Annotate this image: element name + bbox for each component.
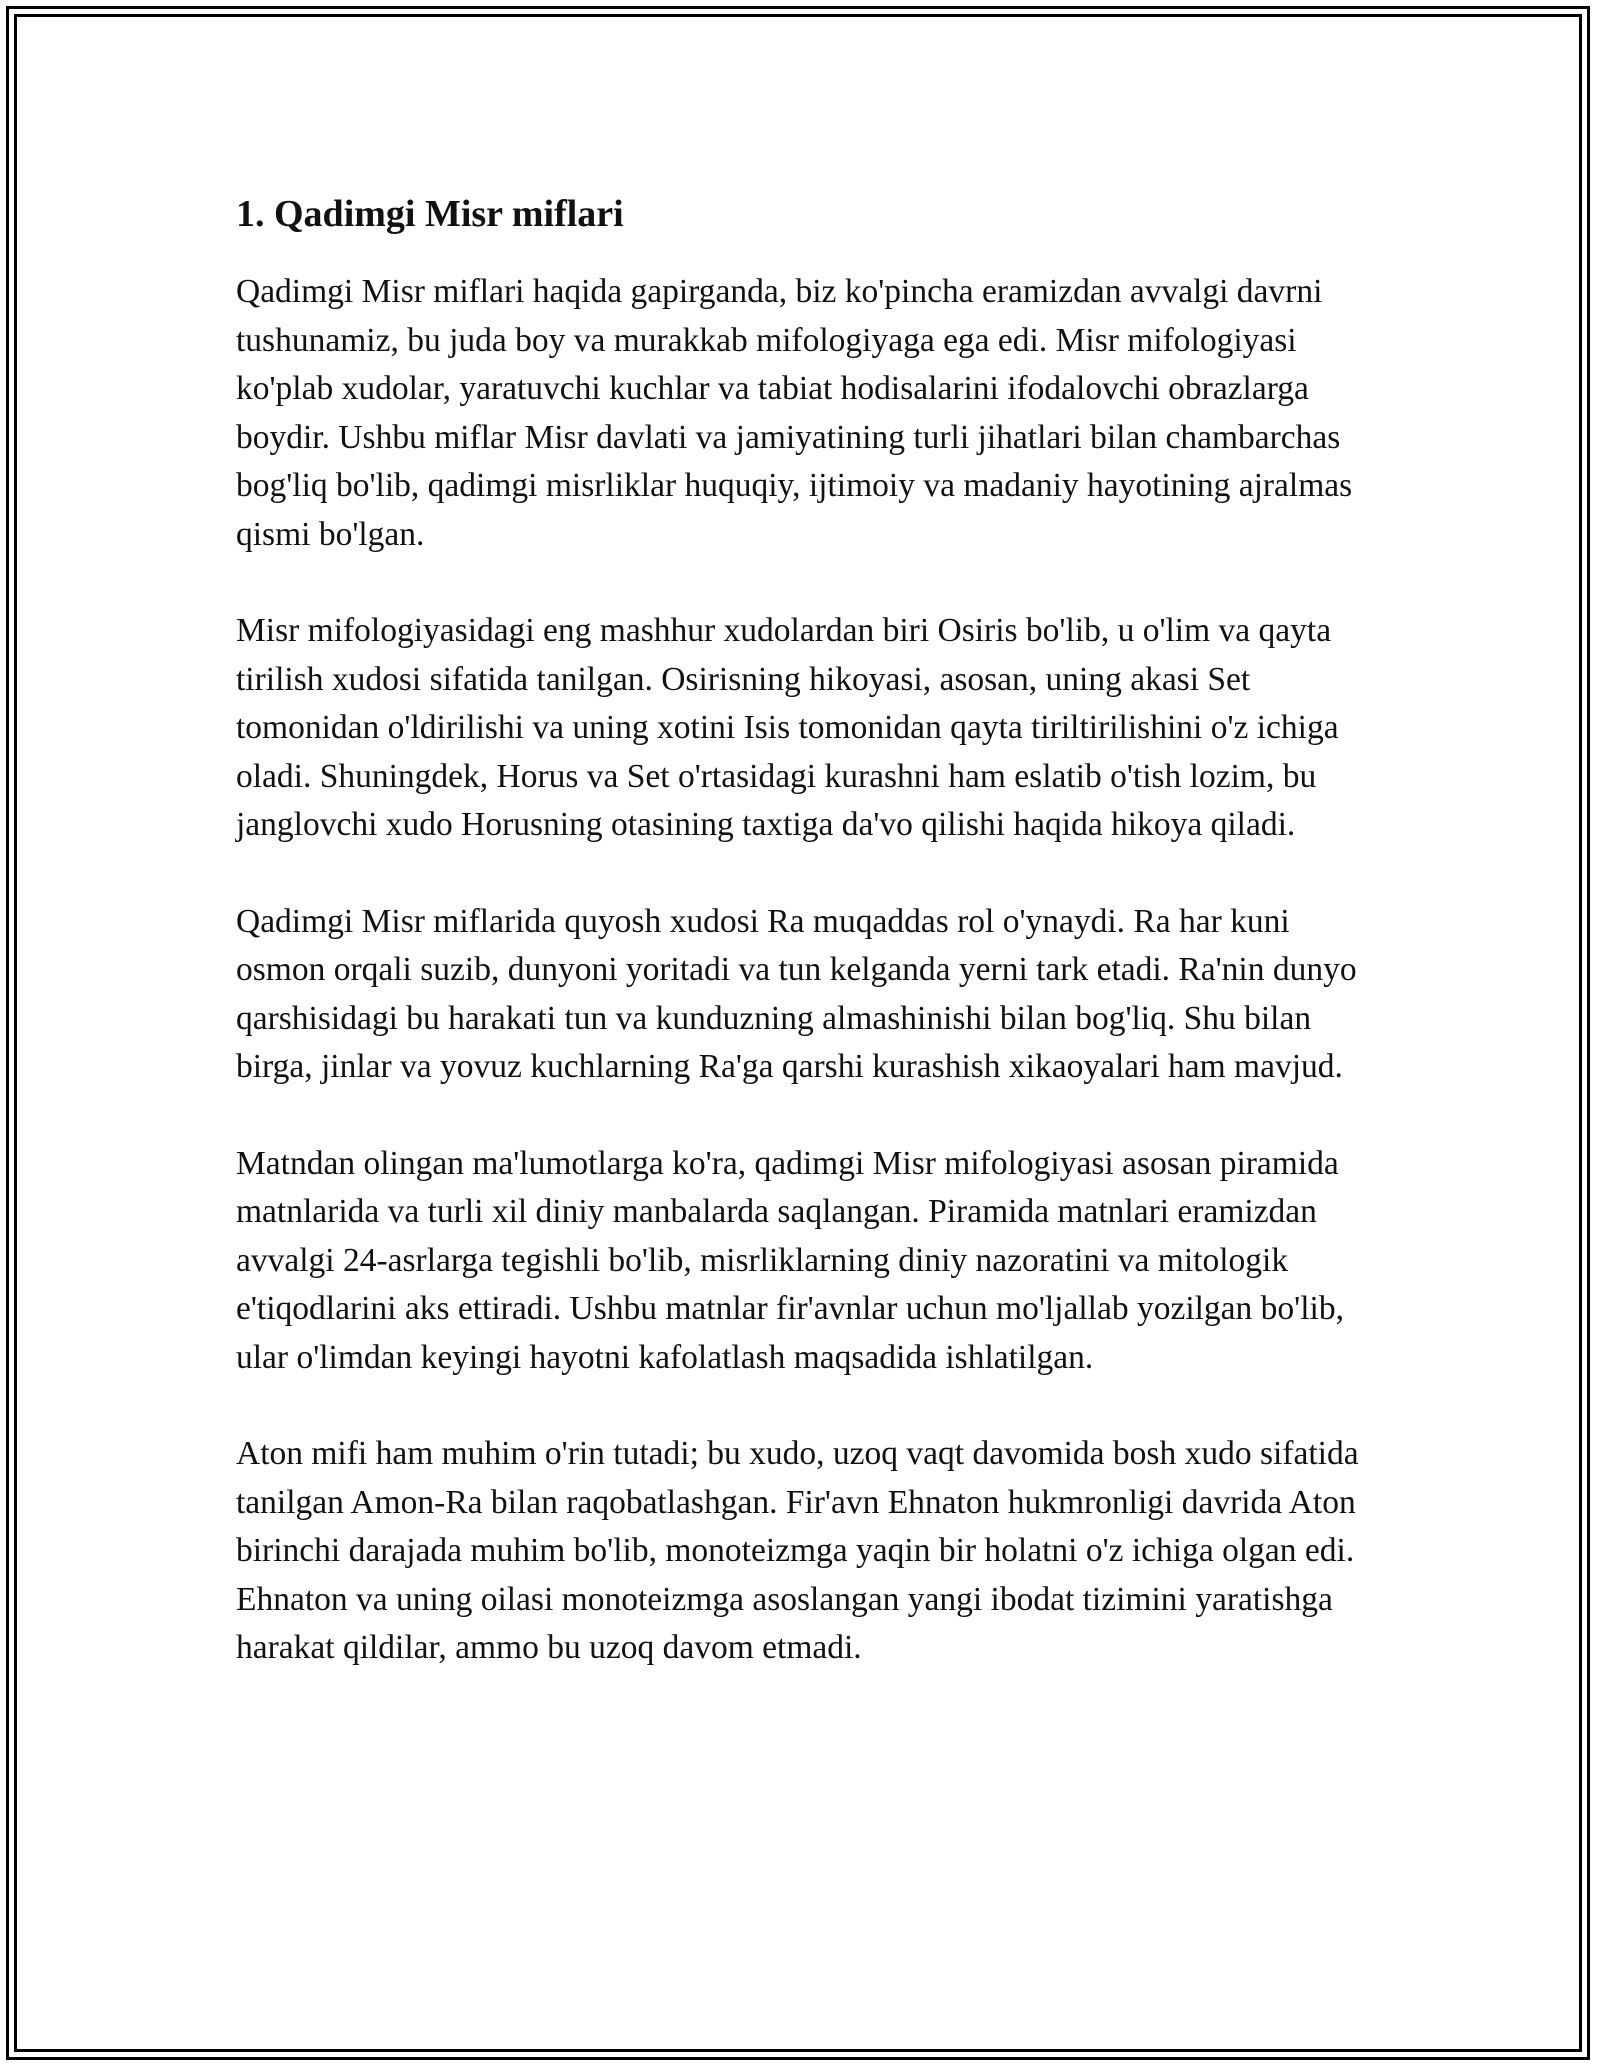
paragraph-3: Qadimgi Misr miflarida quyosh xudosi Ra muqaddas rol o'ynaydi. Ra har kuni osmon orqali suzib, dunyoni yoritadi va tun kelganda yerni tark etadi. Ra'nin dunyo qarshisidagi bu harakati tun va kunduzning almashinishi bilan bog'liq. Shu bilan birga, jinlar va yovuz kuchlarning Ra'ga qarshi kurashish xikaoyalari ham mavjud.: [236, 902, 1357, 1085]
paragraph-4: Matndan olingan ma'lumotlarga ko'ra, qadimgi Misr mifologiyasi asosan piramida matnlarida va turli xil diniy manbalarda saqlangan. Piramida matnlari eramizdan avvalgi 24-asrlarga tegishli bo'lib, misrliklarning diniy nazoratini va mitologik e'tiqodlarini aks ettiradi. Ushbu matnlar fir'avnlar uchun mo'ljallab yozilgan bo'lib, ular o'limdan keyingi hayotni kafolatlash maqsadida ishlatilgan.: [236, 1144, 1344, 1376]
document-body: [236, 186, 1364, 1721]
paragraph-2: Misr mifologiyasidagi eng mashhur xudolardan biri Osiris bo'lib, u o'lim va qayta tirilish xudosi sifatida tanilgan. Osirisning hikoyasi, asosan, uning akasi Set tomonidan o'ldirilishi va uning xotini Isis tomonidan qayta tiriltirilishini o'z ichiga oladi. Shuningdek, Horus va Set o'rtasidagi kurashni ham eslatib o'tish lozim, bu janglovchi xudo Horusning otasining taxtiga da'vo qilishi haqida hikoya qiladi.: [236, 612, 1339, 843]
section-title: 1. Qadimgi Misr miflari: [236, 193, 624, 235]
paragraph-1: Qadimgi Misr miflari haqida gapirganda, biz ko'pincha eramizdan avvalgi davrni tushunamiz, bu juda boy va murakkab mifologiyaga ega edi. Misr mifologiyasi ko'plab xudolar, yaratuvchi kuchlar va tabiat hodisalarini ifodalovchi obrazlarga boydir. Ushbu miflar Misr davlati va jamiyatining turli jihatlari bilan chambarchas bog'liq bo'lib, qadimgi misrliklar huquqiy, ijtimoiy va madaniy hayotining ajralmas qismi bo'lgan.: [236, 273, 1353, 553]
paragraph-5: Aton mifi ham muhim o'rin tutadi; bu xudo, uzoq vaqt davomida bosh xudo sifatida tanilgan Amon-Ra bilan raqobatlashgan. Fir'avn Ehnaton hukmronligi davrida Aton birinchi darajada muhim bo'lib, monoteizmga yaqin bir holatni o'z ichiga olgan edi. Ehnaton va uning oilasi monoteizmga asoslangan yangi ibodat tizimini yaratishga harakat qildilar, ammo bu uzoq davom etmadi.: [236, 1435, 1359, 1666]
